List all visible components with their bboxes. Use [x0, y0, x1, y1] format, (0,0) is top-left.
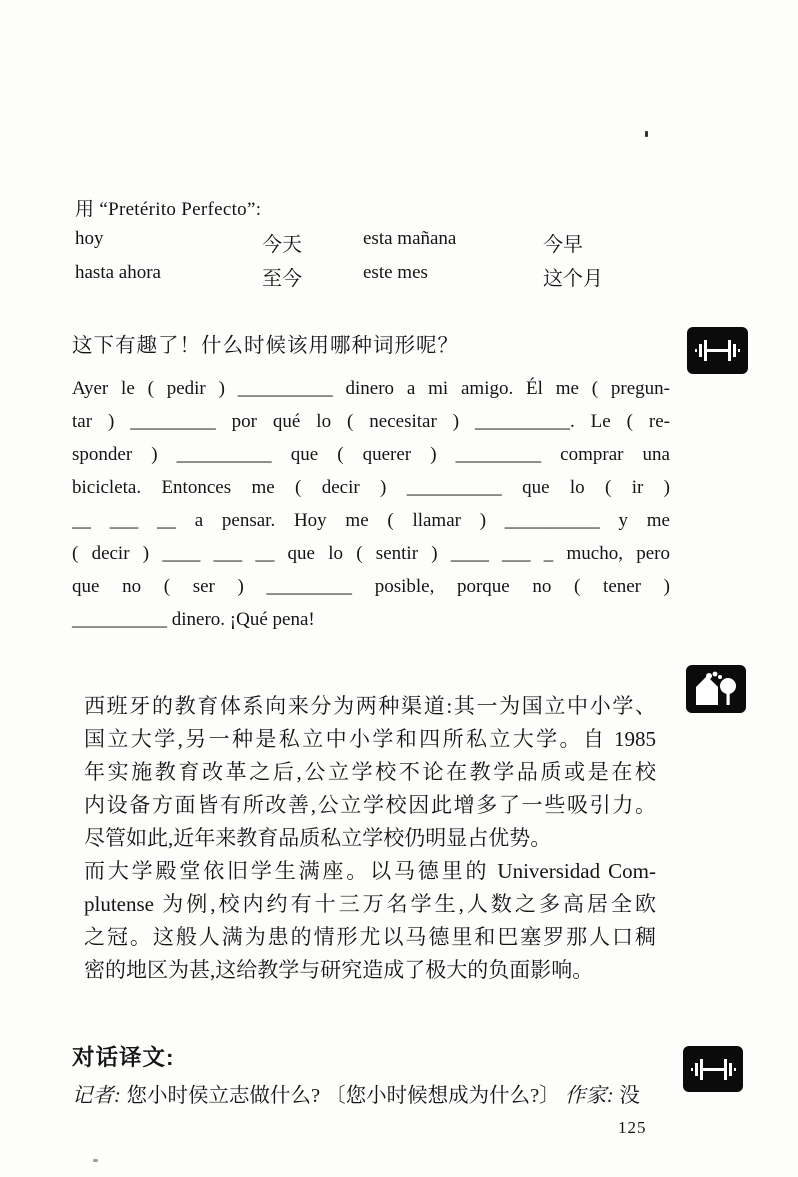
exercise-line: __________ dinero. ¡Qué pena! — [72, 609, 315, 630]
dialog-line — [72, 1078, 672, 1108]
exercise-line: tar ) _________ por qué lo ( necesitar ) __________. Le ( re- — [72, 411, 670, 432]
dialog-text: 您小时侯立志做什么? 〔您小时候想成为什么?〕 — [126, 1085, 560, 1107]
house-tree-icon — [692, 670, 740, 708]
vocab-zh: 这个月 — [543, 268, 603, 290]
essay-line: 之冠。这般人满为患的情形尤以马德里和巴塞罗那人口稠 — [84, 925, 656, 949]
essay-line: 尽管如此,近年来教育品质私立学校仍明显占优势。 — [84, 826, 552, 850]
vocab-es: hasta ahora — [75, 262, 161, 283]
vocab-row — [0, 228, 798, 258]
vocab-zh: 至今 — [262, 268, 302, 290]
vocab-es: hoy — [75, 228, 104, 249]
vocab-es: este mes — [363, 262, 428, 283]
dumbbell-icon — [689, 1051, 738, 1088]
essay-line: 西班牙的教育体系向来分为两种渠道:其一为国立中小学、 — [84, 694, 656, 718]
exercise-line: ( decir ) ____ ___ __ que lo ( sentir ) ____ ___ _ mucho, pero — [72, 543, 670, 564]
vocab-heading: 用 “Pretérito Perfecto”: — [75, 199, 262, 220]
essay-line: 年实施教育改革之后,公立学校不论在教学品质或是在校 — [84, 760, 656, 784]
exercise-line: Ayer le ( pedir ) __________ dinero a mi amigo. Él me ( pregun- — [72, 378, 670, 399]
print-speck — [645, 131, 648, 137]
question-line: 这下有趣了！什么时候该用哪种词形呢？ — [72, 335, 459, 357]
vocab-row — [0, 262, 798, 292]
exercise-line: que no ( ser ) _________ posible, porque no ( tener ) — [72, 576, 670, 597]
dialog-speaker: 作家: — [564, 1085, 615, 1107]
vocab-es: esta mañana — [363, 228, 457, 249]
exercise-paragraph — [72, 372, 670, 636]
dialog-text: 没 — [619, 1085, 640, 1107]
exercise-badge — [687, 327, 748, 374]
vocab-zh: 今早 — [543, 234, 583, 256]
essay-line: 国立大学,另一种是私立中小学和四所私立大学。自 1985 — [84, 727, 656, 751]
exercise-line: __ ___ __ a pensar. Hoy me ( llamar ) __________ y me — [72, 510, 670, 531]
translation-heading: 对话译文: — [72, 1045, 175, 1070]
dumbbell-icon — [693, 332, 742, 369]
dialog-speaker: 记者: — [72, 1085, 122, 1107]
essay-line: 内设备方面皆有所改善,公立学校因此增多了一些吸引力。 — [84, 793, 656, 817]
essay-line: 密的地区为甚,这给教学与研究造成了极大的负面影响。 — [84, 958, 594, 982]
exercise-badge — [683, 1046, 743, 1092]
culture-badge — [686, 665, 746, 713]
print-speck — [93, 1159, 98, 1162]
page-number: 125 — [618, 1118, 647, 1137]
vocab-zh: 今天 — [262, 234, 302, 256]
essay-line: plutense 为例,校内约有十三万名学生,人数之多高居全欧 — [84, 892, 656, 916]
essay-line: 而大学殿堂依旧学生满座。以马德里的 Universidad Com- — [84, 859, 656, 883]
exercise-line: bicicleta. Entonces me ( decir ) __________ que lo ( ir ) — [72, 477, 670, 498]
essay-paragraph — [84, 690, 656, 987]
exercise-line: sponder ) __________ que ( querer ) _________ comprar una — [72, 444, 670, 465]
